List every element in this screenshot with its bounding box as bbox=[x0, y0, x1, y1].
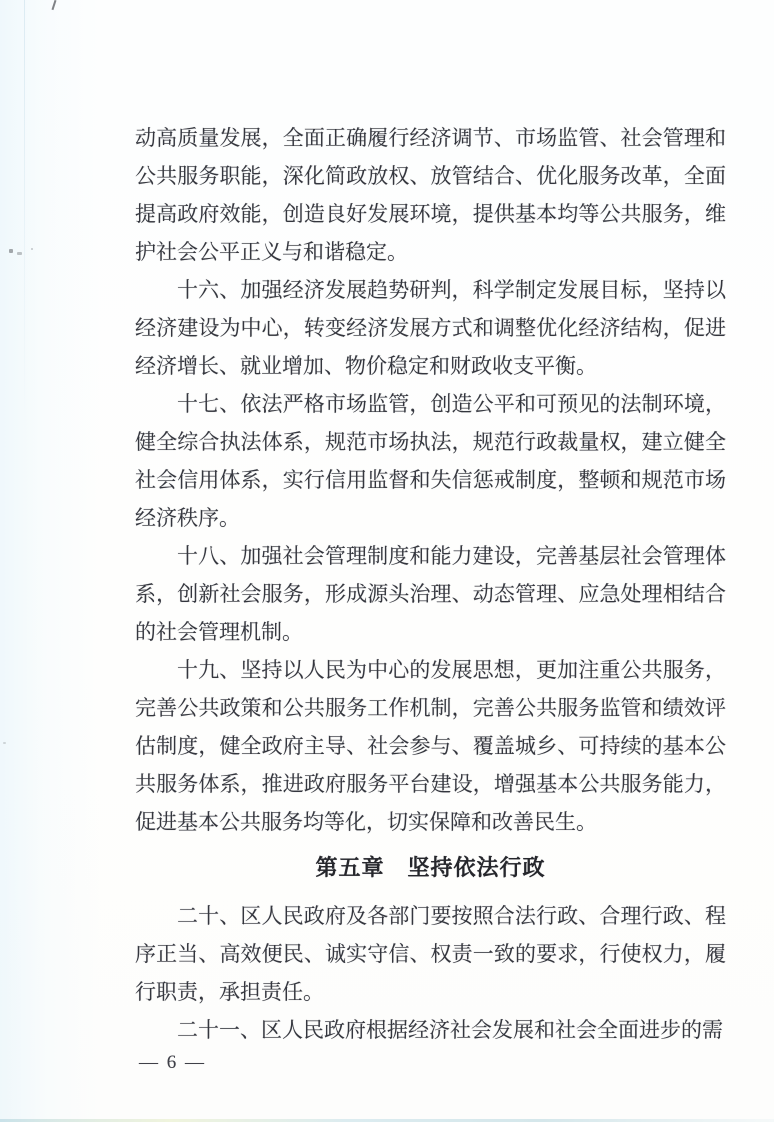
scan-corner-speck bbox=[52, 0, 57, 10]
paragraph-continuation: 动高质量发展，全面正确履行经济调节、市场监管、社会管理和公共服务职能，深化简政放权、放管结合、优化服务改革，全面提高政府效能，创造良好发展环境，提供基本均等公共服务，维护社会公平正义与和谐稳定。 bbox=[135, 126, 726, 264]
paragraph-item-21-truncated: 二十一、区人民政府根据经济社会发展和社会全面进步的需 bbox=[177, 1018, 723, 1042]
paragraph-item-18: 十八、加强社会管理制度和能力建设，完善基层社会管理体系，创新社会服务，形成源头治理、动态管理、应急处理相结合的社会管理机制。 bbox=[135, 544, 726, 644]
paragraph-item-19: 十九、坚持以人民为中心的发展思想，更加注重公共服务，完善公共政策和公共服务工作机制，完善公共服务监管和绩效评估制度，健全政府主导、社会参与、覆盖城乡、可持续的基本公共服务体系，推进政府服务平台建设，增强基本公共服务能力，促进基本公共服务均等化，切实保障和改善民生。 bbox=[135, 658, 726, 834]
paragraph-item-16: 十六、加强经济发展趋势研判，科学制定发展目标，坚持以经济建设为中心，转变经济发展方式和调整优化经济结构，促进经济增长、就业增加、物价稳定和财政收支平衡。 bbox=[135, 278, 726, 378]
scan-speck bbox=[31, 248, 33, 250]
scan-speck bbox=[17, 252, 22, 255]
scan-speck bbox=[9, 249, 13, 253]
page-number: — 6 — bbox=[139, 1052, 206, 1073]
scan-speck bbox=[3, 742, 6, 744]
paragraph-item-20: 二十、区人民政府及各部门要按照合法行政、合理行政、程序正当、高效便民、诚实守信、权责一致的要求，行使权力，履行职责，承担责任。 bbox=[135, 904, 726, 1004]
paragraph-item-17: 十七、依法严格市场监管，创造公平和可预见的法制环境，健全综合执法体系，规范市场执法，规范行政裁量权，建立健全社会信用体系，实行信用监督和失信惩戒制度，整顿和规范市场经济秩序。 bbox=[135, 392, 726, 530]
scan-crease-line bbox=[24, 0, 25, 430]
text-block bbox=[135, 0, 726, 1049]
chapter-heading: 第五章 坚持依法行政 bbox=[315, 855, 546, 880]
